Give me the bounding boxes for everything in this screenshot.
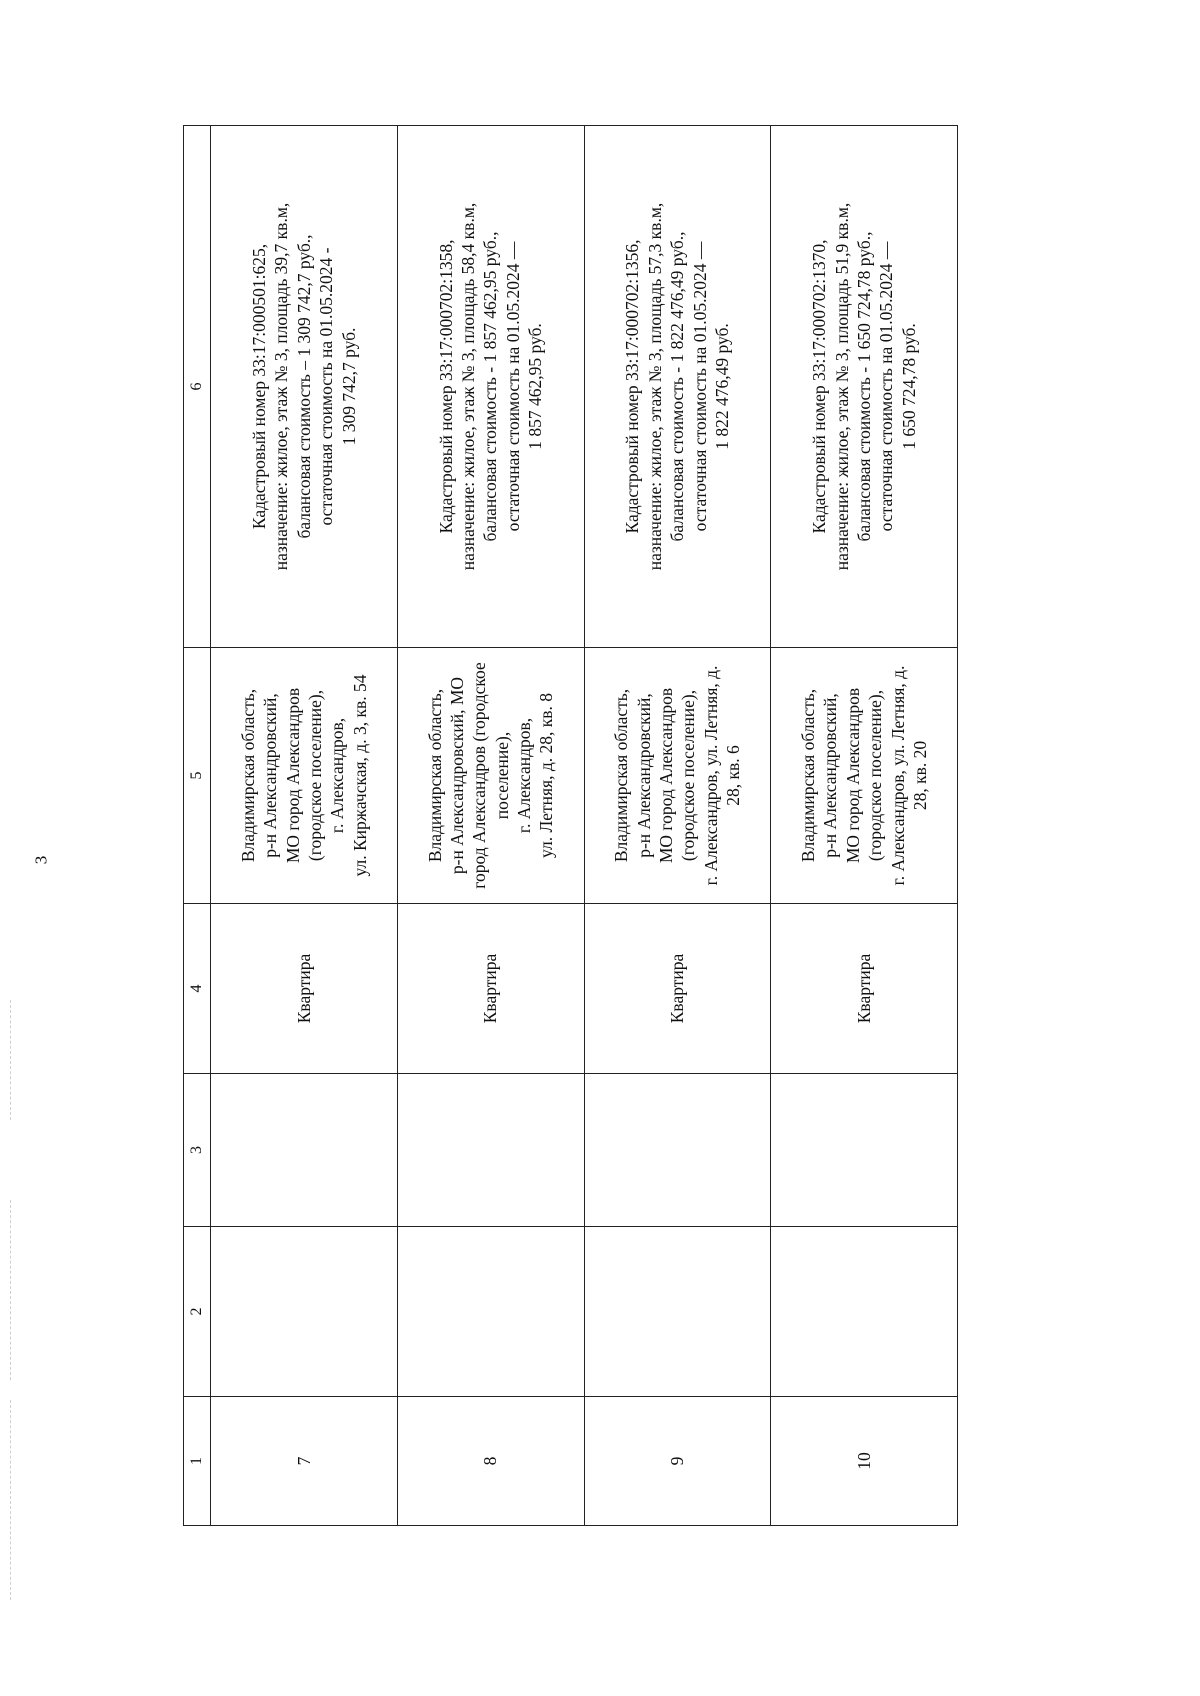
details-line: 1 650 724,78 руб.: [898, 323, 919, 450]
address-line: город Александров (городское: [469, 662, 490, 889]
table-header-row: [184, 126, 211, 1526]
table-row: [397, 126, 584, 1526]
details-line: Кадастровый номер 33:17:000501:625,: [248, 243, 269, 530]
address-line: ул. Летняя, д. 28, кв. 8: [536, 693, 557, 859]
address-cell: [397, 648, 584, 904]
details-line: 1 822 476,49 руб.: [711, 323, 732, 450]
page-number: 3: [31, 855, 51, 865]
address-line: р-н Александровский,: [260, 693, 281, 858]
address-line: МО город Александров: [656, 687, 676, 864]
empty-cell-col2: [771, 1227, 958, 1397]
details-line: 1 857 462,95 руб.: [525, 323, 546, 450]
details-line: назначение: жилое, этаж № 3, площадь 51,9 кв.м,: [831, 202, 852, 571]
details-line: остаточная стоимость на 01.05.2024 -: [316, 247, 337, 526]
address-line: (городское поселение),: [865, 689, 886, 862]
empty-cell-col3: [771, 1074, 958, 1227]
address-line: р-н Александровский,: [633, 693, 654, 858]
address-line: 28, кв. 6: [723, 745, 744, 806]
address-line: г. Александров, ул. Летняя, д.: [887, 665, 908, 886]
details-line: балансовая стоимость - 1 822 476,49 руб.,: [667, 231, 688, 542]
address-line: (городское поселение),: [678, 689, 699, 862]
column-header: 1: [184, 1397, 211, 1526]
property-type-cell: Квартира: [211, 904, 398, 1074]
empty-cell-col3: [584, 1074, 771, 1227]
column-header: 2: [184, 1227, 211, 1397]
address-line: г. Александров,: [327, 717, 348, 834]
details-cell: [584, 126, 771, 648]
row-number-cell: 8: [397, 1397, 584, 1526]
address-line: ул. Киржачская, д. 3, кв. 54: [349, 674, 370, 877]
scan-edge-mark: [10, 1400, 12, 1600]
details-line: 1 309 742,7 руб.: [338, 327, 359, 446]
details-line: остаточная стоимость на 01.05.2024 —: [876, 241, 897, 532]
details-cell: [211, 126, 398, 648]
details-cell: [397, 126, 584, 648]
empty-cell-col3: [397, 1074, 584, 1227]
property-table: [183, 125, 958, 1526]
row-number-cell: 7: [211, 1397, 398, 1526]
address-line: р-н Александровский, МО: [446, 676, 467, 875]
address-line: г. Александров,: [514, 717, 535, 834]
empty-cell-col2: [584, 1227, 771, 1397]
empty-cell-col3: [211, 1074, 398, 1227]
details-line: балансовая стоимость – 1 309 742,7 руб.,: [293, 234, 314, 539]
column-header: 6: [184, 126, 211, 648]
property-type-cell: Квартира: [771, 904, 958, 1074]
details-line: назначение: жилое, этаж № 3, площадь 57,3 кв.м,: [644, 202, 665, 571]
property-type-cell: Квартира: [397, 904, 584, 1074]
details-cell: [771, 126, 958, 648]
details-line: назначение: жилое, этаж № 3, площадь 58,4 кв.м,: [458, 202, 479, 571]
row-number-cell: 9: [584, 1397, 771, 1526]
scan-edge-mark: [10, 1000, 12, 1120]
address-line: Владимирская область,: [611, 688, 632, 863]
empty-cell-col2: [397, 1227, 584, 1397]
details-line: Кадастровый номер 33:17:000702:1356,: [622, 239, 643, 534]
address-line: Владимирская область,: [424, 688, 445, 863]
details-line: остаточная стоимость на 01.05.2024 —: [689, 241, 710, 532]
address-cell: [584, 648, 771, 904]
property-table-rotated: [183, 126, 958, 1526]
address-line: Владимирская область,: [797, 688, 818, 863]
address-line: 28, кв. 20: [909, 740, 930, 811]
details-line: Кадастровый номер 33:17:000702:1358,: [435, 239, 456, 534]
column-header: 5: [184, 648, 211, 904]
address-cell: [771, 648, 958, 904]
row-number-cell: 10: [771, 1397, 958, 1526]
details-line: назначение: жилое, этаж № 3, площадь 39,7 кв.м,: [271, 202, 292, 571]
table-row: [771, 126, 958, 1526]
address-line: МО город Александров: [842, 687, 863, 864]
address-line: МО город Александров: [282, 687, 303, 864]
table-row: [584, 126, 771, 1526]
empty-cell-col2: [211, 1227, 398, 1397]
details-line: балансовая стоимость - 1 650 724,78 руб.,: [853, 231, 874, 542]
details-line: остаточная стоимость на 01.05.2024 —: [502, 241, 523, 532]
address-line: (городское поселение),: [304, 689, 325, 862]
table-row: [211, 126, 398, 1526]
address-cell: [211, 648, 398, 904]
address-line: г. Александров, ул. Летняя, д.: [700, 665, 721, 886]
column-header: 3: [184, 1074, 211, 1227]
address-line: Владимирская область,: [237, 688, 258, 863]
property-type-cell: Квартира: [584, 904, 771, 1074]
column-header: 4: [184, 904, 211, 1074]
details-line: Кадастровый номер 33:17:000702:1370,: [809, 239, 830, 534]
scan-edge-mark: [10, 1200, 12, 1380]
address-line: р-н Александровский,: [820, 693, 841, 858]
address-line: поселение),: [491, 731, 512, 820]
details-line: балансовая стоимость - 1 857 462,95 руб.,: [480, 231, 501, 542]
